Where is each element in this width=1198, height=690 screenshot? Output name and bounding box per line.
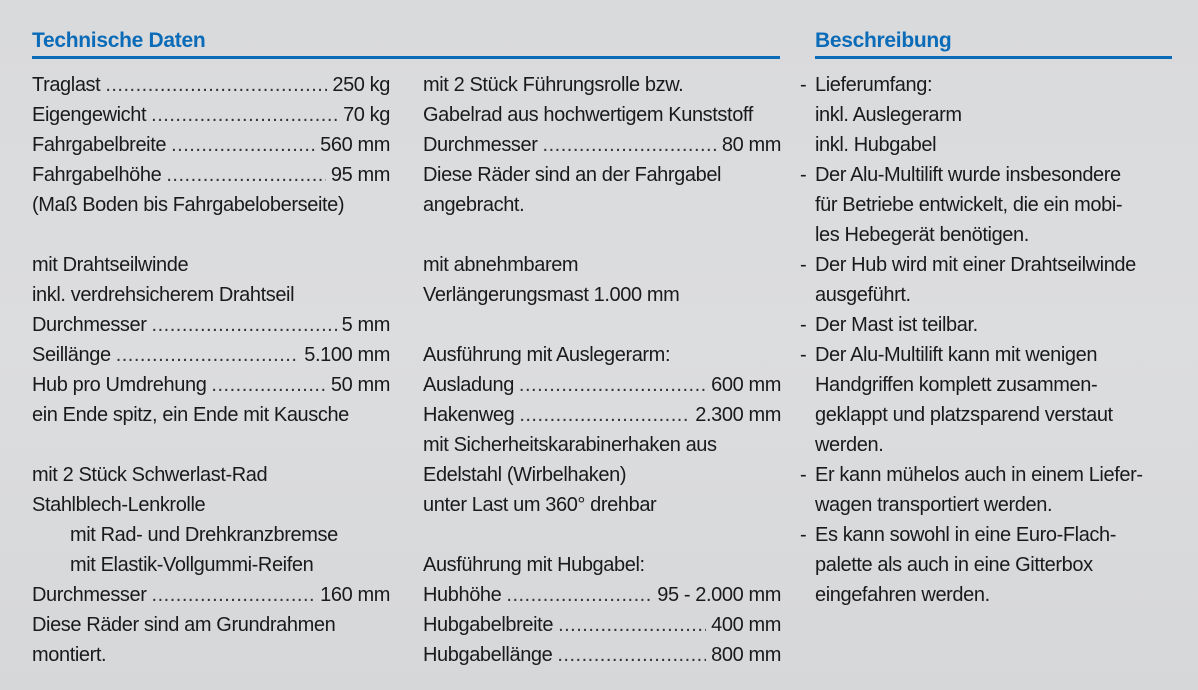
spec-label: Durchmesser — [423, 134, 538, 156]
text-line: Diese Räder sind an der Fahrgabel — [423, 164, 722, 186]
leader-dots — [152, 310, 337, 340]
blank-line — [423, 220, 781, 250]
leader-dots — [557, 640, 706, 670]
spec-row — [32, 310, 390, 340]
blank-line — [32, 430, 390, 460]
description-line — [800, 130, 1180, 160]
bullet-dash — [800, 130, 815, 160]
description-text: für Betriebe entwickelt, die ein mobi- — [815, 194, 1123, 216]
text-line: unter Last um 360° drehbar — [423, 494, 657, 516]
description-line — [800, 220, 1180, 250]
text-line: angebracht. — [423, 194, 525, 216]
spec-label: Hub pro Umdrehung — [32, 374, 207, 396]
description-line — [800, 280, 1180, 310]
spec-label: Durchmesser — [32, 584, 147, 606]
leader-dots — [211, 370, 325, 400]
description-line — [800, 520, 1180, 550]
description-text: eingefahren werden. — [815, 584, 990, 606]
leader-dots — [166, 160, 326, 190]
bullet-dash: - — [800, 164, 807, 186]
leader-dots — [151, 100, 338, 130]
text-line: Diese Räder sind am Grundrahmen — [32, 614, 336, 636]
specs-column-2 — [423, 70, 781, 670]
spec-value: 80 mm — [721, 134, 781, 156]
section-heading-beschreibung: Beschreibung — [815, 28, 1172, 59]
description-text: Der Alu-Multilift wurde insbesondere — [815, 164, 1121, 186]
spec-value: 800 mm — [711, 644, 781, 666]
description-line — [800, 580, 1180, 610]
bullet-dash: - — [800, 74, 807, 96]
leader-dots — [105, 70, 327, 100]
description-text: Der Hub wird mit einer Drahtseilwinde — [815, 254, 1136, 276]
spec-value: 2.300 mm — [695, 404, 781, 426]
description-line — [800, 250, 1180, 280]
text-line: Gabelrad aus hochwertigem Kunststoff — [423, 104, 753, 126]
description-text: werden. — [815, 434, 884, 456]
bullet-dash — [800, 580, 815, 610]
leader-dots — [519, 370, 706, 400]
leader-dots — [506, 580, 652, 610]
description-line — [800, 400, 1180, 430]
bullet-dash: - — [800, 254, 807, 276]
description-line — [800, 370, 1180, 400]
bullet-dash — [800, 550, 815, 580]
description-line — [800, 430, 1180, 460]
description-text: Es kann sowohl in eine Euro-Flach- — [815, 524, 1116, 546]
leader-dots — [558, 610, 706, 640]
description-text: ausgeführt. — [815, 284, 911, 306]
leader-dots — [543, 130, 717, 160]
spec-value: 5.100 mm — [304, 344, 390, 366]
description-text: geklappt und platzsparend verstaut — [815, 404, 1113, 426]
description-line — [800, 100, 1180, 130]
spec-value: 50 mm — [330, 374, 390, 396]
text-line: mit Sicherheitskarabinerhaken aus — [423, 434, 717, 456]
bullet-dash: - — [800, 524, 807, 546]
description-text: Handgriffen komplett zusammen- — [815, 374, 1098, 396]
spec-row — [423, 580, 781, 610]
description-line — [800, 70, 1180, 100]
bullet-dash: - — [800, 314, 807, 336]
description-line — [800, 490, 1180, 520]
description-text: inkl. Hubgabel — [815, 134, 937, 156]
spec-label: Eigengewicht — [32, 104, 147, 126]
spec-value: 95 mm — [330, 164, 390, 186]
spec-row — [423, 610, 781, 640]
spec-label: Fahrgabelhöhe — [32, 164, 162, 186]
description-text: Lieferumfang: — [815, 74, 933, 96]
spec-row — [32, 70, 390, 100]
leader-dots — [519, 400, 690, 430]
text-line: Stahlblech-Lenkrolle — [32, 494, 206, 516]
spec-row — [423, 640, 781, 670]
spec-label: Ausladung — [423, 374, 514, 396]
specs-column-1 — [32, 70, 390, 670]
spec-label: Hubgabelbreite — [423, 614, 554, 636]
description-text: les Hebegerät benötigen. — [815, 224, 1029, 246]
text-line: mit abnehmbarem — [423, 254, 579, 276]
spec-value: 400 mm — [711, 614, 781, 636]
spec-row — [32, 340, 390, 370]
description-text: Der Mast ist teilbar. — [815, 314, 978, 336]
text-line: mit 2 Stück Führungsrolle bzw. — [423, 74, 684, 96]
spec-row — [32, 100, 390, 130]
text-line: montiert. — [32, 644, 107, 666]
spec-row — [423, 130, 781, 160]
spec-value: 560 mm — [320, 134, 390, 156]
spec-row — [423, 400, 781, 430]
text-line: Ausführung mit Hubgabel: — [423, 554, 645, 576]
leader-dots — [171, 130, 315, 160]
description-line — [800, 550, 1180, 580]
bullet-dash — [800, 400, 815, 430]
spec-label: Fahrgabelbreite — [32, 134, 167, 156]
spec-label: Hakenweg — [423, 404, 515, 426]
description-text: Der Alu-Multilift kann mit wenigen — [815, 344, 1098, 366]
spec-value: 250 kg — [332, 74, 390, 96]
spec-value: 160 mm — [320, 584, 390, 606]
leader-dots — [152, 580, 316, 610]
description-line — [800, 310, 1180, 340]
description-line — [800, 340, 1180, 370]
bullet-dash — [800, 100, 815, 130]
text-line: ein Ende spitz, ein Ende mit Kausche — [32, 404, 349, 426]
text-line: mit Drahtseilwinde — [32, 254, 189, 276]
spec-label: Hubgabellänge — [423, 644, 553, 666]
spec-label: Seillänge — [32, 344, 111, 366]
description-line — [800, 160, 1180, 190]
spec-value: 70 kg — [343, 104, 390, 126]
bullet-dash: - — [800, 464, 807, 486]
blank-line — [32, 220, 390, 250]
description-text: inkl. Auslegerarm — [815, 104, 962, 126]
text-line: Ausführung mit Auslegerarm: — [423, 344, 671, 366]
spec-label: Traglast — [32, 74, 101, 96]
bullet-dash — [800, 430, 815, 460]
spec-label: Durchmesser — [32, 314, 147, 336]
spec-row — [32, 370, 390, 400]
description-line — [800, 190, 1180, 220]
blank-line — [423, 520, 781, 550]
text-line: mit 2 Stück Schwerlast-Rad — [32, 464, 268, 486]
spec-label: Hubhöhe — [423, 584, 502, 606]
spec-row — [423, 370, 781, 400]
bullet-dash — [800, 490, 815, 520]
text-line: inkl. verdrehsicherem Drahtseil — [32, 284, 295, 306]
text-line: Verlängerungsmast 1.000 mm — [423, 284, 680, 306]
text-line: mit Elastik-Vollgummi-Reifen — [70, 554, 314, 576]
spec-row — [32, 160, 390, 190]
text-line: mit Rad- und Drehkranzbremse — [70, 524, 338, 546]
description-text: wagen transportiert werden. — [815, 494, 1053, 516]
spec-row — [32, 580, 390, 610]
blank-line — [423, 310, 781, 340]
spec-row — [32, 130, 390, 160]
text-line: (Maß Boden bis Fahrgabeloberseite) — [32, 194, 345, 216]
spec-value: 5 mm — [341, 314, 390, 336]
description-line — [800, 460, 1180, 490]
bullet-dash — [800, 190, 815, 220]
bullet-dash — [800, 220, 815, 250]
description-column — [800, 70, 1180, 610]
bullet-dash — [800, 280, 815, 310]
leader-dots — [116, 340, 300, 370]
text-line: Edelstahl (Wirbelhaken) — [423, 464, 627, 486]
bullet-dash: - — [800, 344, 807, 366]
description-text: Er kann mühelos auch in einem Liefer- — [815, 464, 1143, 486]
section-heading-technische-daten: Technische Daten — [32, 28, 780, 59]
spec-value: 95 - 2.000 mm — [657, 584, 781, 606]
description-text: palette als auch in eine Gitterbox — [815, 554, 1093, 576]
bullet-dash — [800, 370, 815, 400]
spec-value: 600 mm — [711, 374, 781, 396]
